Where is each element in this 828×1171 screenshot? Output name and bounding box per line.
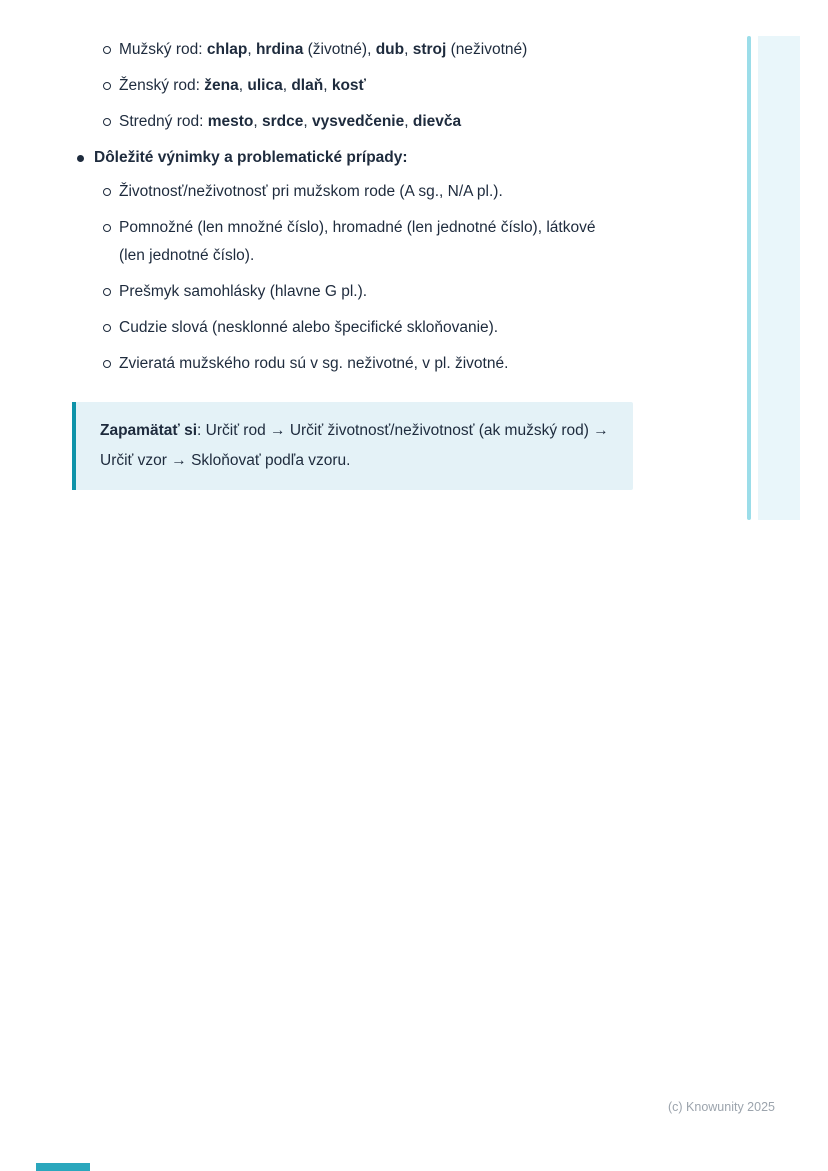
list-item: Cudzie slová (nesklonné alebo špecifické skloňovanie).: [94, 314, 625, 342]
callout-text: Zapamätať si: Určiť rod → Určiť životnosť/neživotnosť (ak mužský rod) → Určiť vzor → Skloňovať podľa vzoru.: [100, 422, 609, 469]
list-item: Ženský rod: žena, ulica, dlaň, kosť: [0, 72, 625, 100]
bottom-left-accent-bar: [36, 1163, 90, 1171]
gender-list: [0, 36, 710, 136]
exceptions-list: [94, 178, 710, 378]
exceptions-section: [0, 144, 710, 378]
list-item: Zvieratá mužského rodu sú v sg. neživotné, v pl. životné.: [94, 350, 625, 378]
right-accent-panel: [758, 36, 800, 520]
footer-copyright: (c) Knowunity 2025: [667, 1100, 775, 1114]
list-item: Stredný rod: mesto, srdce, vysvedčenie, dievča: [0, 108, 625, 136]
exceptions-heading: Dôležité výnimky a problematické prípady:: [94, 149, 408, 166]
list-item: Prešmyk samohlásky (hlavne G pl.).: [94, 278, 625, 306]
list-item: Mužský rod: chlap, hrdina (životné), dub, stroj (neživotné): [0, 36, 625, 64]
list-item: [0, 144, 710, 378]
right-accent-line: [747, 36, 751, 520]
remember-callout: [72, 402, 633, 490]
page-content: [0, 36, 710, 490]
list-item: Životnosť/neživotnosť pri mužskom rode (A sg., N/A pl.).: [94, 178, 625, 206]
list-item: Pomnožné (len množné číslo), hromadné (len jednotné číslo), látkové (len jednotné číslo).: [94, 214, 625, 270]
